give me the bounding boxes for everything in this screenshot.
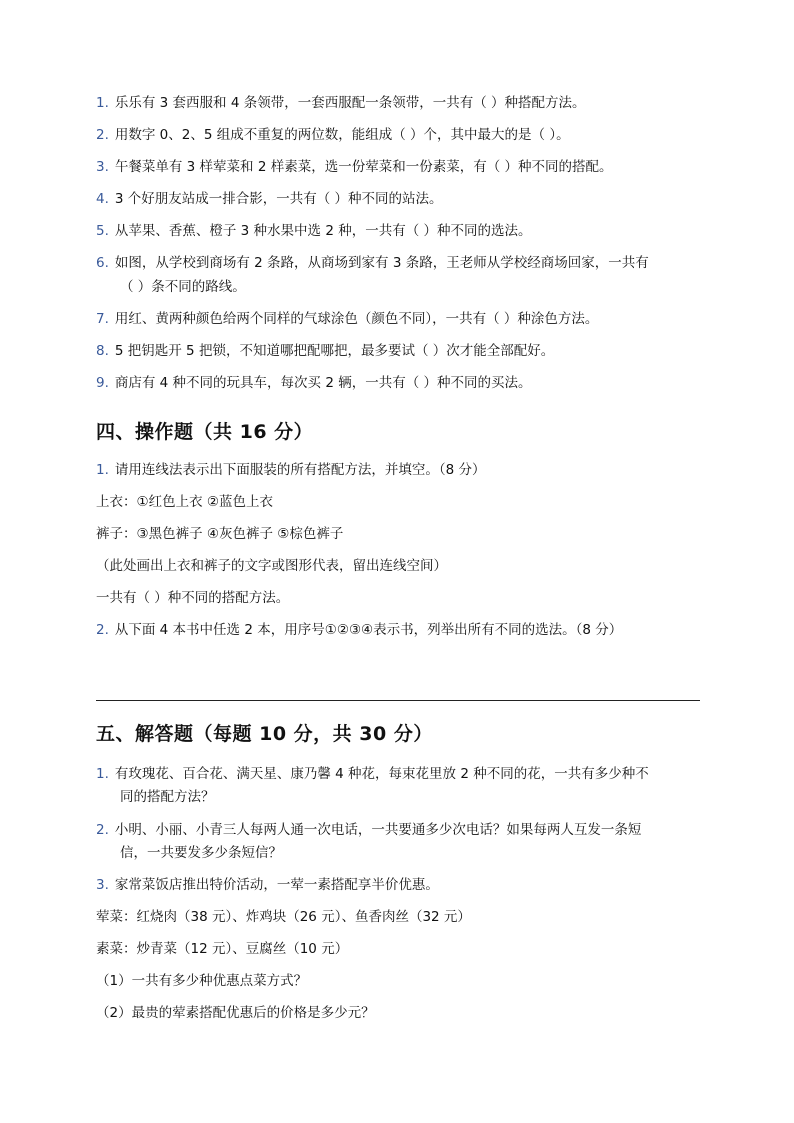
question-text: 小明、小丽、小青三人每两人通一次电话，一共要通多少次电话？如果每两人互发一条短 xyxy=(114,822,642,838)
sub-question-2: （2）最贵的荤素搭配优惠后的价格是多少元？ xyxy=(96,1005,375,1021)
question-text: 从苹果、香蕉、橙子 3 种水果中选 2 种，一共有（ ）种不同的选法。 xyxy=(114,223,532,239)
section-heading-4: 四、操作题（共 16 分） xyxy=(96,421,314,443)
question-number: 2. xyxy=(96,622,109,638)
question-number: 9. xyxy=(96,375,109,391)
question-number: 6. xyxy=(96,255,109,271)
question-number: 1. xyxy=(96,766,109,782)
question-s3-9 xyxy=(96,373,532,393)
fill-in-blank: 一共有（ ）种不同的搭配方法。 xyxy=(96,590,290,606)
question-number: 7. xyxy=(96,311,109,327)
question-s3-1 xyxy=(96,93,586,113)
question-s5-1-continuation: 同的搭配方法？ xyxy=(120,789,215,805)
pants-list: 裤子：③黑色裤子 ④灰色裤子 ⑤棕色裤子 xyxy=(96,526,344,542)
question-s3-6 xyxy=(96,253,649,273)
question-number: 5. xyxy=(96,223,109,239)
question-s3-6-continuation: （ ）条不同的路线。 xyxy=(120,279,246,295)
tops-list: 上衣：①红色上衣 ②蓝色上衣 xyxy=(96,494,273,510)
question-number: 1. xyxy=(96,462,109,478)
question-number: 8. xyxy=(96,343,109,359)
section-divider xyxy=(96,700,700,701)
question-s3-5 xyxy=(96,221,532,241)
question-s3-7 xyxy=(96,309,598,329)
question-text: 从下面 4 本书中任选 2 本，用序号①②③④表示书，列举出所有不同的选法。（8 分） xyxy=(114,622,623,638)
question-text: 商店有 4 种不同的玩具车，每次买 2 辆，一共有（ ）种不同的买法。 xyxy=(114,375,532,391)
question-text: 家常菜饭店推出特价活动，一荤一素搭配享半价优惠。 xyxy=(114,877,439,893)
veg-dishes: 素菜：炒青菜（12 元）、豆腐丝（10 元） xyxy=(96,941,349,957)
drawing-note: （此处画出上衣和裤子的文字或图形代表，留出连线空间） xyxy=(96,558,447,574)
question-s3-2 xyxy=(96,125,570,145)
question-s5-3 xyxy=(96,875,439,895)
question-s3-3 xyxy=(96,157,613,177)
question-number: 2. xyxy=(96,127,109,143)
question-s3-4 xyxy=(96,189,443,209)
question-text: 有玫瑰花、百合花、满天星、康乃馨 4 种花，每束花里放 2 种不同的花，一共有多少种不 xyxy=(114,766,649,782)
meat-dishes: 荤菜：红烧肉（38 元）、炸鸡块（26 元）、鱼香肉丝（32 元） xyxy=(96,909,471,925)
question-number: 3. xyxy=(96,877,109,893)
question-number: 2. xyxy=(96,822,109,838)
question-s4-1 xyxy=(96,460,486,480)
question-s5-1 xyxy=(96,764,649,784)
question-number: 3. xyxy=(96,159,109,175)
sub-question-1: （1）一共有多少种优惠点菜方式？ xyxy=(96,973,308,989)
question-s4-2 xyxy=(96,620,622,640)
question-text: 5 把钥匙开 5 把锁，不知道哪把配哪把，最多要试（ ）次才能全部配好。 xyxy=(114,343,555,359)
question-text: 如图，从学校到商场有 2 条路，从商场到家有 3 条路，王老师从学校经商场回家，一共有 xyxy=(114,255,649,271)
question-text: 用数字 0、2、5 组成不重复的两位数，能组成（ ）个，其中最大的是（ ）。 xyxy=(114,127,570,143)
question-number: 1. xyxy=(96,95,109,111)
question-s3-8 xyxy=(96,341,554,361)
question-text: 午餐菜单有 3 样荤菜和 2 样素菜，选一份荤菜和一份素菜，有（ ）种不同的搭配。 xyxy=(114,159,613,175)
question-text: 3 个好朋友站成一排合影，一共有（ ）种不同的站法。 xyxy=(114,191,443,207)
question-number: 4. xyxy=(96,191,109,207)
question-s5-2-continuation: 信，一共要发多少条短信？ xyxy=(120,845,282,861)
section-heading-5: 五、解答题（每题 10 分，共 30 分） xyxy=(96,723,433,745)
question-text: 用红、黄两种颜色给两个同样的气球涂色（颜色不同），一共有（ ）种涂色方法。 xyxy=(114,311,599,327)
question-s5-2 xyxy=(96,820,641,840)
question-text: 乐乐有 3 套西服和 4 条领带，一套西服配一条领带，一共有（ ）种搭配方法。 xyxy=(114,95,586,111)
question-text: 请用连线法表示出下面服装的所有搭配方法，并填空。（8 分） xyxy=(114,462,486,478)
